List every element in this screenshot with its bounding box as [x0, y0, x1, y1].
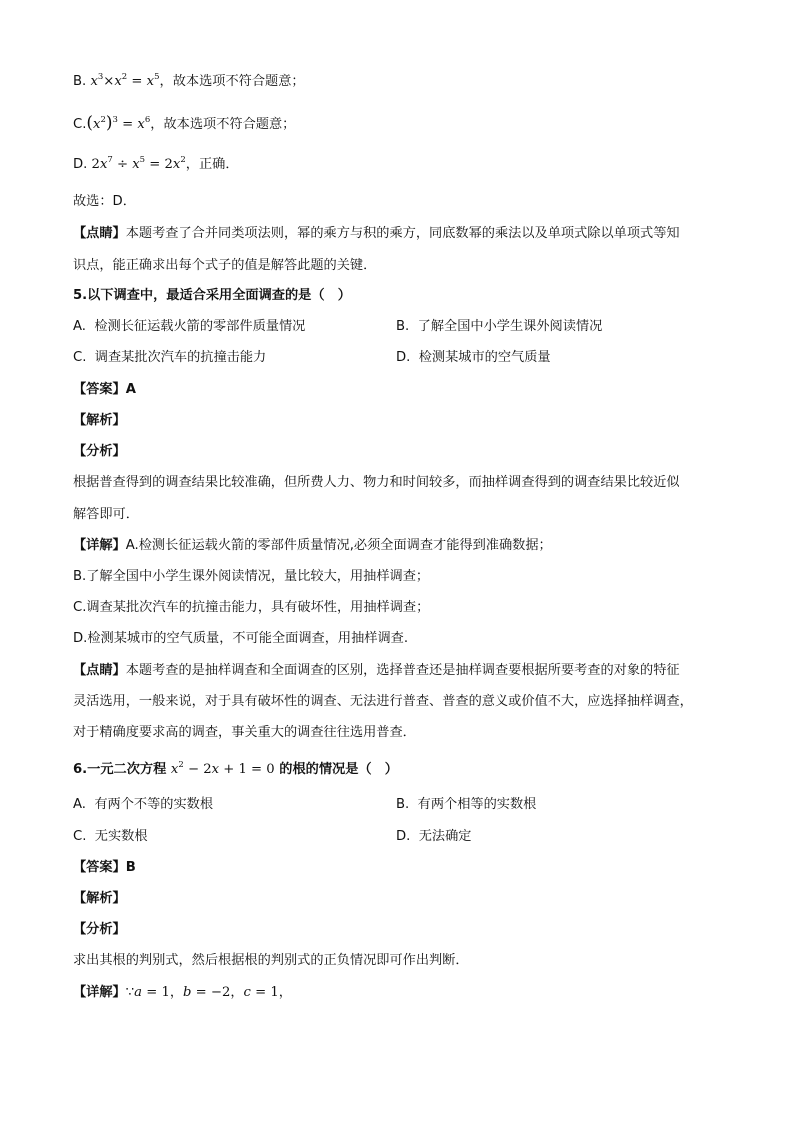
line-text: ，故本选项不符合题意；	[150, 117, 296, 132]
q6-answer: 【答案】B	[73, 860, 136, 875]
line-text: ，故本选项不符合题意；	[159, 74, 305, 89]
q5-answer: 【答案】A	[73, 382, 136, 397]
q5-option-b: B. 了解全国中小学生课外阅读情况	[396, 319, 603, 334]
q5-stem: 5.以下调查中，最适合采用全面调查的是（ ）	[73, 288, 351, 303]
q4-dianjing: 【点睛】本题考查了合并同类项法则，幂的乘方与积的乘方，同底数幂的乘法以及单项式除以单项式等知	[73, 226, 680, 241]
q6-stem: 6.一元二次方程 $x^2 - 2x + 1 = 0$ 的根的情况是（ ）	[73, 760, 398, 777]
math-expression: $(x^2)^3 = x^6$	[86, 113, 151, 133]
q5-fenxi: 【分析】	[73, 444, 126, 459]
q6-jiexi: 【解析】	[73, 891, 126, 906]
q6-xiangjie: 【详解】∵a = 1，b = −2，c = 1，	[73, 985, 292, 1000]
math-expression: $2x^7 \div x^5 = 2x^2$	[91, 155, 186, 172]
q6-option-b: B. 有两个相等的实数根	[396, 797, 537, 812]
option-label: C.	[73, 117, 87, 132]
q4-dianjing-cont: 识点，能正确求出每个式子的值是解答此题的关键．	[73, 258, 377, 273]
q4-line-d	[73, 155, 239, 175]
q5-fenxi-text: 根据普查得到的调查结果比较准确，但所费人力、物力和时间较多，而抽样调查得到的调查结果比较近似	[73, 475, 680, 490]
q4-choice: 故选：D．	[73, 194, 136, 209]
q5-option-a: A. 检测长征运载火箭的零部件质量情况	[73, 319, 306, 334]
math-expression: $x^2 - 2x + 1 = 0$	[170, 760, 275, 777]
option-label: B.	[73, 74, 91, 89]
q5-dianjing-cont-1: 灵活选用，一般来说，对于具有破坏性的调查、无法进行普查、普查的意义或价值不大，应选择抽样调查，	[73, 694, 693, 709]
q5-option-d: D. 检测某城市的空气质量	[396, 350, 551, 365]
q5-xiangjie-a: 【详解】A.检测长征运载火箭的零部件质量情况,必须全面调查才能得到准确数据；	[73, 538, 552, 553]
math-expression: $x^3\times x^2 = x^5$	[90, 72, 160, 89]
q5-option-c: C. 调查某批次汽车的抗撞击能力	[73, 350, 267, 365]
q6-option-a: A. 有两个不等的实数根	[73, 797, 214, 812]
q4-line-b	[73, 72, 305, 92]
q5-fenxi-text-cont: 解答即可．	[73, 507, 139, 522]
option-label: D.	[73, 157, 92, 172]
q5-jiexi: 【解析】	[73, 413, 126, 428]
q6-option-d: D. 无法确定	[396, 829, 472, 844]
q6-fenxi: 【分析】	[73, 922, 126, 937]
q5-dianjing: 【点睛】本题考查的是抽样调查和全面调查的区别，选择普查还是抽样调查要根据所要考查的对象的特征	[73, 663, 680, 678]
q4-line-c	[73, 113, 295, 135]
q5-xiangjie-c: C.调查某批次汽车的抗撞击能力，具有破坏性，用抽样调查；	[73, 600, 430, 615]
line-text: ，正确．	[185, 157, 239, 172]
q5-dianjing-cont-2: 对于精确度要求高的调查，事关重大的调查往往选用普查．	[73, 725, 416, 740]
q5-xiangjie-b: B.了解全国中小学生课外阅读情况，量比较大，用抽样调查；	[73, 569, 430, 584]
q5-xiangjie-d: D.检测某城市的空气质量，不可能全面调查，用抽样调查.	[73, 631, 409, 646]
q6-option-c: C. 无实数根	[73, 829, 148, 844]
q6-fenxi-text: 求出其根的判别式，然后根据根的判别式的正负情况即可作出判断．	[73, 953, 469, 968]
